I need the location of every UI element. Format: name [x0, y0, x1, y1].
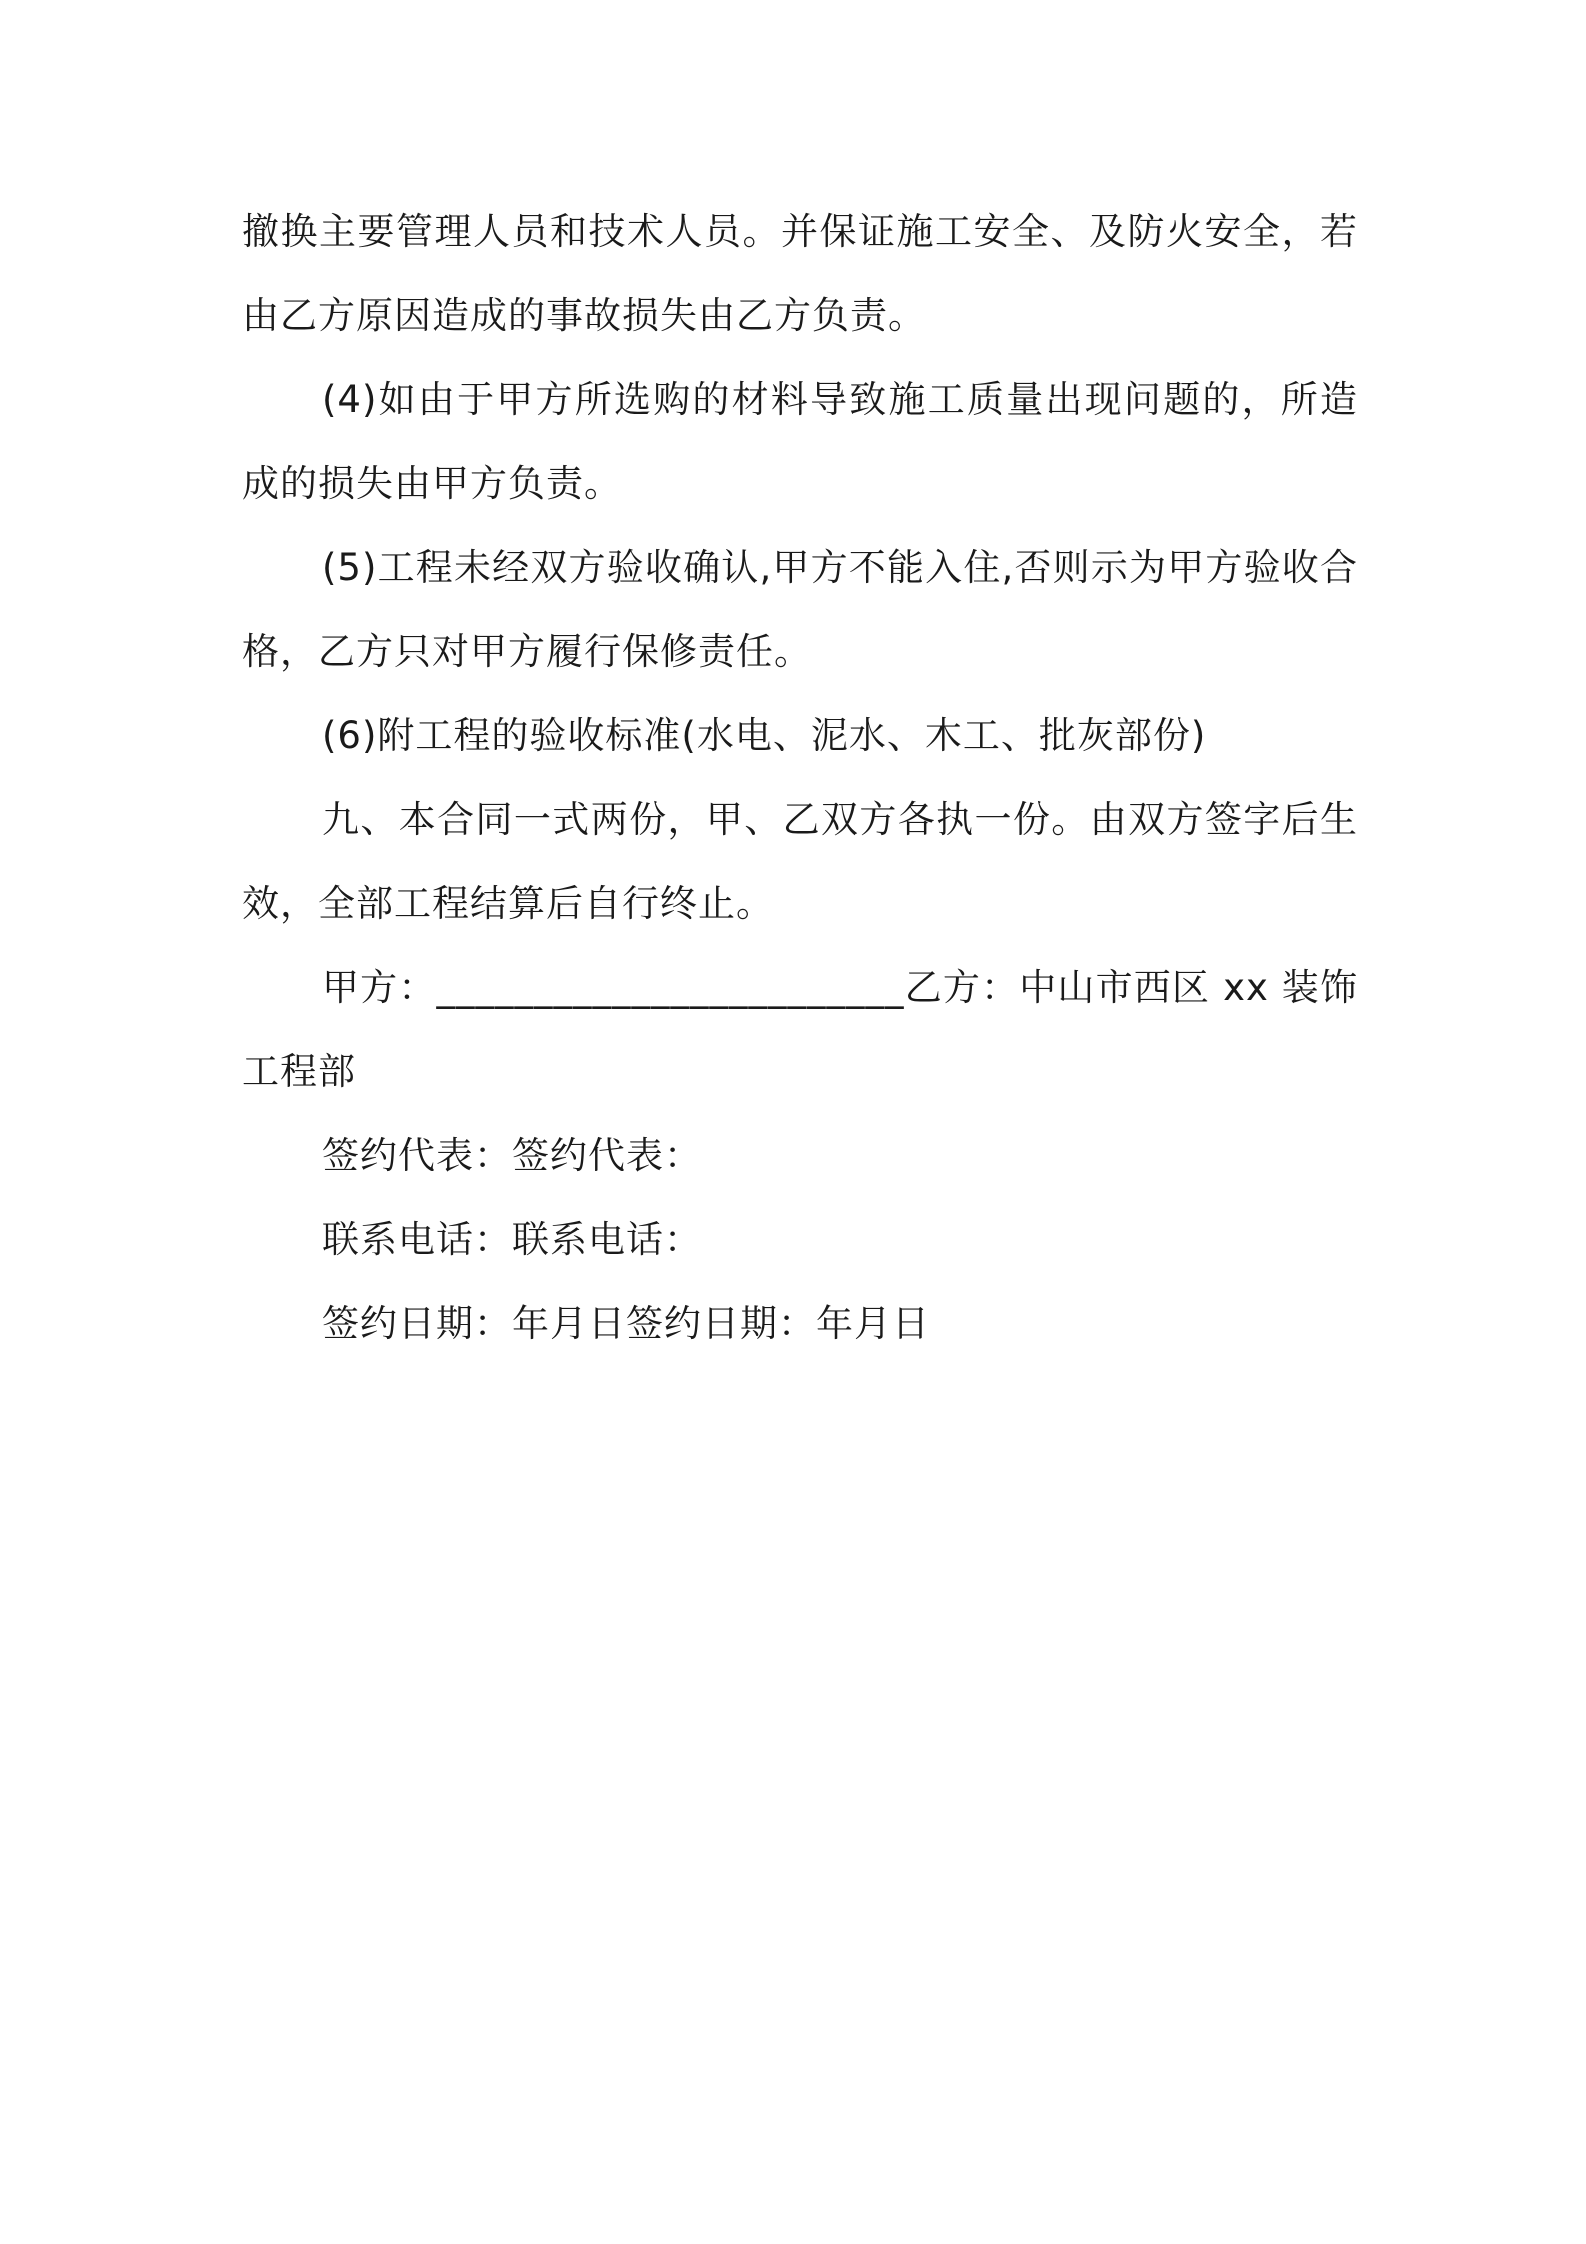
document-body [242, 190, 1358, 1366]
paragraph-parties: 甲方：________________________乙方：中山市西区 xx 装饰工程部 [242, 966, 1358, 1093]
paragraph-clause-6: (6)附工程的验收标准(水电、泥水、木工、批灰部份) [322, 714, 1207, 757]
paragraph-staff-safety: 撤换主要管理人员和技术人员。并保证施工安全、及防火安全，若由乙方原因造成的事故损失由乙方负责。 [242, 210, 1358, 337]
paragraph-clause-5: (5)工程未经双方验收确认,甲方不能入住,否则示为甲方验收合格，乙方只对甲方履行保修责任。 [242, 546, 1358, 673]
signature-phone-line: 联系电话：联系电话： [322, 1218, 702, 1261]
signature-date-line: 签约日期：年月日签约日期：年月日 [322, 1302, 930, 1345]
paragraph-clause-9: 九、本合同一式两份，甲、乙双方各执一份。由双方签字后生效，全部工程结算后自行终止。 [242, 798, 1358, 925]
paragraph-clause-4: (4)如由于甲方所选购的材料导致施工质量出现问题的，所造成的损失由甲方负责。 [242, 378, 1358, 505]
signature-representative-line: 签约代表：签约代表： [322, 1134, 702, 1177]
